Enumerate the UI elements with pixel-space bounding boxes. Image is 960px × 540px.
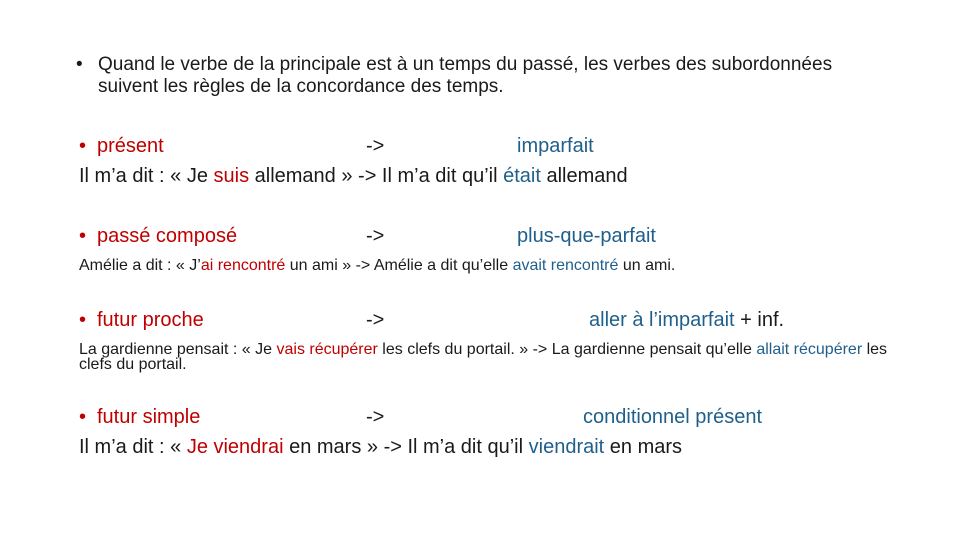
rule-from: présent xyxy=(97,135,164,157)
original-verb: vais récupérer xyxy=(276,341,378,358)
rule-to: conditionnel présent xyxy=(583,406,763,428)
rule-arrow: -> xyxy=(366,406,385,428)
bullet-icon: • xyxy=(79,135,87,157)
rule-arrow: -> xyxy=(366,135,385,157)
example-text: les clefs du portail. » -> La gardienne pensait qu’elle xyxy=(377,341,757,358)
original-verb: Je viendrai xyxy=(186,436,284,458)
rule-to: aller à l’imparfait xyxy=(589,309,735,331)
rule-arrow: -> xyxy=(366,225,385,247)
transformed-verb: viendrait xyxy=(528,436,605,458)
rule-to-extra: + inf. xyxy=(734,309,785,331)
example-text: Il m’a dit : « Je xyxy=(79,165,214,187)
rule-from: passé composé xyxy=(97,225,238,247)
example-futur-proche xyxy=(79,342,899,372)
rule-from: futur simple xyxy=(97,406,201,428)
example-text: un ami » -> Amélie a dit qu’elle xyxy=(285,257,513,274)
example-present xyxy=(79,164,628,188)
original-verb: ai rencontré xyxy=(200,257,286,274)
bullet-icon: • xyxy=(79,309,87,331)
intro-text: Quand le verbe de la principale est à un temps du passé, les verbes des subordonnées suivent les règles de la concordance des temps. xyxy=(98,54,833,97)
transformed-verb: était xyxy=(503,165,541,187)
example-futur-simple xyxy=(79,435,682,459)
example-text: en mars » -> Il m’a dit qu’il xyxy=(283,436,529,458)
rule-to: plus-que-parfait xyxy=(517,225,656,247)
example-text: allemand » -> Il m’a dit qu’il xyxy=(249,165,504,187)
bullet-icon: • xyxy=(79,406,87,428)
example-text: un ami. xyxy=(618,257,676,274)
example-text: Il m’a dit : « xyxy=(79,436,187,458)
transformed-verb: avait rencontré xyxy=(512,257,619,274)
rule-arrow: -> xyxy=(366,309,385,331)
example-passe-compose xyxy=(79,258,899,273)
example-text: les clefs du portail. xyxy=(79,341,888,373)
original-verb: suis xyxy=(213,165,250,187)
rule-to: imparfait xyxy=(517,135,594,157)
example-text: en mars xyxy=(604,436,683,458)
intro-paragraph xyxy=(76,54,896,98)
bullet-icon: • xyxy=(79,225,87,247)
example-text: Amélie a dit : « J’ xyxy=(79,257,201,274)
bullet-icon: • xyxy=(76,54,83,75)
example-text: La gardienne pensait : « Je xyxy=(79,341,277,358)
rule-to-group xyxy=(589,308,784,332)
transformed-verb: allait récupérer xyxy=(756,341,863,358)
rule-from: futur proche xyxy=(97,309,204,331)
example-text: allemand xyxy=(540,165,628,187)
